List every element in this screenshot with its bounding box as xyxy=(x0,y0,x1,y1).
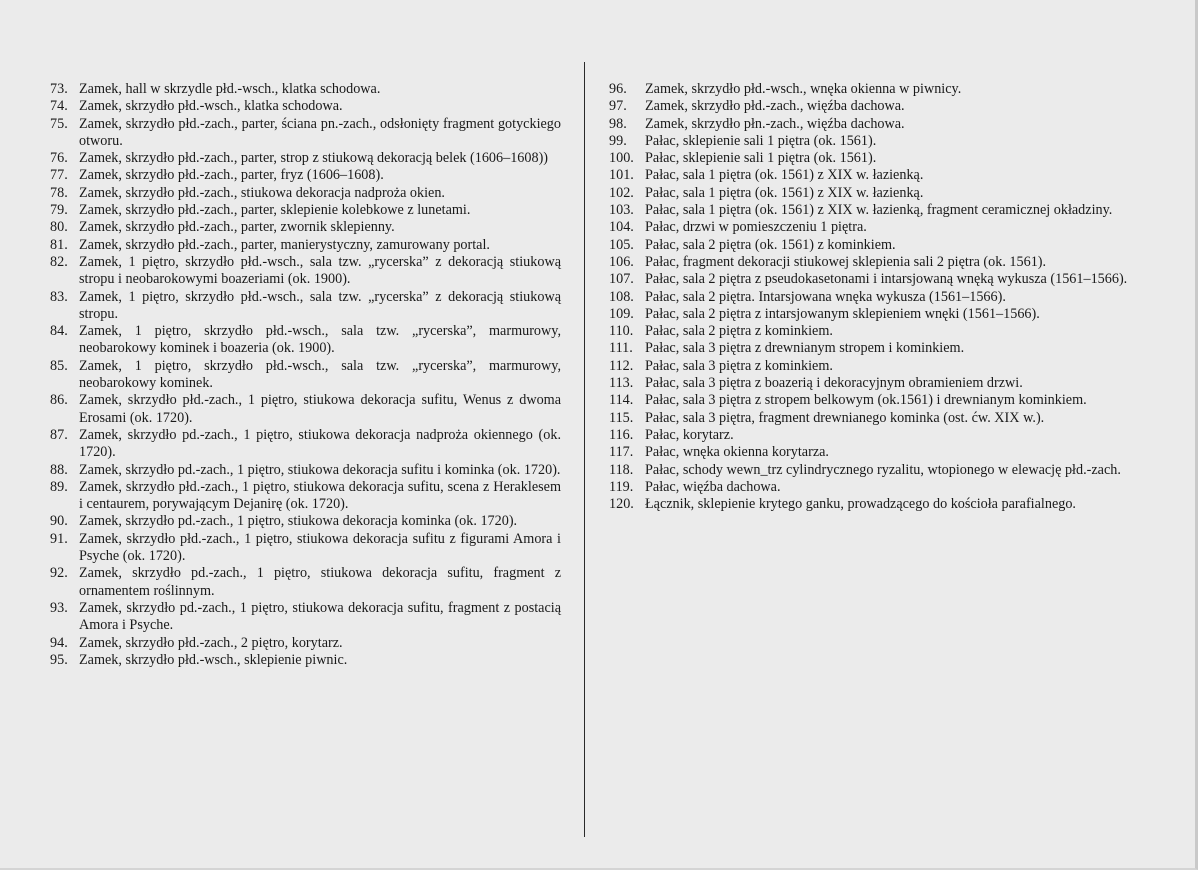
entry-text: Pałac, więźba dachowa. xyxy=(645,478,781,495)
entry-text: Pałac, sklepienie sali 1 piętra (ok. 1561). xyxy=(645,132,877,149)
caption-entry xyxy=(609,392,1142,409)
entry-text: Pałac, schody wewn_trz cylindrycznego ryzalitu, wtopionego w elewację płd.-zach. xyxy=(645,461,1121,478)
entry-number: 106. xyxy=(609,253,634,270)
entry-number: 79. xyxy=(50,202,68,219)
entry-text: Zamek, 1 piętro, skrzydło płd.-wsch., sala tzw. „rycerska”, marmurowy, neobarokowy kominek. xyxy=(79,357,561,392)
entry-number: 114. xyxy=(609,392,634,409)
caption-entry xyxy=(50,202,561,219)
caption-entry xyxy=(50,358,561,393)
caption-entry xyxy=(50,462,561,479)
entry-number: 84. xyxy=(50,323,68,340)
caption-entry xyxy=(609,306,1142,323)
entry-number: 118. xyxy=(609,461,634,478)
entry-text: Zamek, skrzydło płn.-zach., więźba dachowa. xyxy=(645,115,905,132)
caption-entry xyxy=(609,150,1142,167)
caption-entry xyxy=(609,479,1142,496)
entry-text: Pałac, fragment dekoracji stiukowej sklepienia sali 2 piętra (ok. 1561). xyxy=(645,253,1047,270)
caption-entry xyxy=(609,185,1142,202)
caption-entry xyxy=(50,98,561,115)
caption-entry xyxy=(50,254,561,289)
left-column xyxy=(50,81,561,669)
entry-text: Łącznik, sklepienie krytego ganku, prowadzącego do kościoła parafialnego. xyxy=(645,496,1076,513)
entry-text: Pałac, sala 3 piętra z drewnianym stropem i kominkiem. xyxy=(645,340,965,357)
caption-entry xyxy=(609,462,1142,479)
entry-text: Pałac, sala 3 piętra, fragment drewnianego kominka (ost. ćw. XIX w.). xyxy=(645,409,1045,426)
caption-entry xyxy=(50,289,561,324)
entry-number: 105. xyxy=(609,236,634,253)
entry-number: 117. xyxy=(609,444,634,461)
entry-number: 74. xyxy=(50,98,68,115)
entry-text: Pałac, sala 2 piętra z kominkiem. xyxy=(645,323,833,340)
entry-text: Pałac, sala 2 piętra (ok. 1561) z kominkiem. xyxy=(645,236,896,253)
entry-number: 115. xyxy=(609,409,634,426)
caption-entry xyxy=(609,271,1142,288)
entry-number: 78. xyxy=(50,184,68,201)
caption-entry xyxy=(609,375,1142,392)
entry-number: 83. xyxy=(50,288,68,305)
entry-text: Pałac, sala 3 piętra z boazerią i dekoracyjnym obramieniem drzwi. xyxy=(645,375,1023,392)
caption-entry xyxy=(50,531,561,566)
caption-entry xyxy=(609,133,1142,150)
entry-number: 85. xyxy=(50,357,68,374)
entry-number: 90. xyxy=(50,513,68,530)
caption-entry xyxy=(609,237,1142,254)
caption-entry xyxy=(50,600,561,635)
caption-entry xyxy=(50,237,561,254)
entry-number: 96. xyxy=(609,81,627,97)
caption-entry xyxy=(50,565,561,600)
entry-text: Zamek, 1 piętro, skrzydło płd.-wsch., sala tzw. „rycerska” z dekoracją stiukową stropu. xyxy=(79,288,561,322)
caption-entry xyxy=(50,427,561,462)
entry-text: Pałac, sala 1 piętra (ok. 1561) z XIX w. łazienką. xyxy=(645,184,924,201)
caption-entry xyxy=(609,167,1142,184)
entry-text: Pałac, sala 2 piętra z intarsjowanym sklepieniem wnęki (1561–1566). xyxy=(645,305,1040,322)
entry-number: 81. xyxy=(50,236,68,253)
caption-entry xyxy=(609,254,1142,271)
entry-text: Zamek, skrzydło pd.-zach., 1 piętro, stiukowa dekoracja sufitu, fragment z ornamentem roślinnym. xyxy=(79,565,561,599)
caption-entry xyxy=(50,392,561,427)
entry-text: Pałac, sala 1 piętra (ok. 1561) z XIX w. łazienką. xyxy=(645,167,924,184)
entry-number: 94. xyxy=(50,634,68,651)
caption-entry xyxy=(50,513,561,530)
caption-entry xyxy=(609,98,1142,115)
caption-entry xyxy=(609,340,1142,357)
entry-text: Zamek, 1 piętro, skrzydło płd.-wsch., sala tzw. „rycerska” z dekoracją stiukową stropu i neobarokowymi boazeriami (ok. 1900). xyxy=(79,253,561,288)
entry-number: 112. xyxy=(609,357,634,374)
entry-number: 108. xyxy=(609,288,634,305)
entry-text: Pałac, drzwi w pomieszczeniu 1 piętra. xyxy=(645,219,867,236)
caption-entry xyxy=(50,81,561,98)
entry-text: Pałac, sala 1 piętra (ok. 1561) z XIX w. łazienką, fragment ceramicznej okładziny. xyxy=(645,202,1113,219)
caption-entry xyxy=(609,116,1142,133)
entry-number: 86. xyxy=(50,392,68,409)
caption-entry xyxy=(50,150,561,167)
entry-text: Zamek, skrzydło płd.-zach., parter, ściana pn.-zach., odsłonięty fragment gotyckiego otworu. xyxy=(79,115,561,149)
entry-number: 109. xyxy=(609,305,634,322)
entry-text: Zamek, skrzydło płd.-zach., stiukowa dekoracja nadproża okien. xyxy=(79,184,445,201)
entry-number: 97. xyxy=(609,98,627,115)
right-column xyxy=(609,81,1142,513)
entry-number: 98. xyxy=(609,115,627,132)
caption-entry xyxy=(609,410,1142,427)
entry-number: 119. xyxy=(609,478,634,495)
entry-text: Pałac, korytarz. xyxy=(645,426,734,443)
entry-number: 80. xyxy=(50,219,68,236)
entry-text: Zamek, skrzydło pd.-zach., 1 piętro, stiukowa dekoracja kominka (ok. 1720). xyxy=(79,513,518,530)
entry-text: Zamek, hall w skrzydle płd.-wsch., klatka schodowa. xyxy=(79,81,381,97)
entry-number: 87. xyxy=(50,426,68,443)
entry-text: Zamek, skrzydło płd.-zach., 2 piętro, korytarz. xyxy=(79,634,343,651)
caption-entry xyxy=(609,358,1142,375)
entry-text: Zamek, skrzydło płd.-zach., 1 piętro, stiukowa dekoracja sufitu, scena z Heraklesem i centaurem, porywającym Dejanirę (ok. 1720). xyxy=(79,478,561,513)
entry-number: 77. xyxy=(50,167,68,184)
entry-text: Pałac, sala 2 piętra z pseudokasetonami i intarsjowaną wnęką wykusza (1561–1566). xyxy=(645,271,1128,288)
caption-entry xyxy=(50,652,561,669)
entry-number: 89. xyxy=(50,478,68,495)
entry-text: Zamek, skrzydło płd.-zach., parter, strop z stiukową dekoracją belek (1606–1608)) xyxy=(79,150,549,167)
entry-number: 102. xyxy=(609,184,634,201)
entry-number: 103. xyxy=(609,202,634,219)
entry-text: Zamek, skrzydło płd.-zach., parter, sklepienie kolebkowe z lunetami. xyxy=(79,202,471,219)
entry-number: 110. xyxy=(609,323,634,340)
entry-number: 101. xyxy=(609,167,634,184)
entry-number: 104. xyxy=(609,219,634,236)
entry-number: 100. xyxy=(609,150,634,167)
entry-text: Zamek, skrzydło płd.-zach., 1 piętro, stiukowa dekoracja sufitu, Wenus z dwoma Erosami (ok. 1720). xyxy=(79,392,561,426)
entry-number: 99. xyxy=(609,132,627,149)
entry-text: Zamek, skrzydło płd.-zach., więźba dachowa. xyxy=(645,98,905,115)
caption-entry xyxy=(50,185,561,202)
caption-entry xyxy=(609,496,1142,513)
entry-number: 120. xyxy=(609,496,634,513)
entry-text: Zamek, skrzydło pd.-zach., 1 piętro, stiukowa dekoracja sufitu i kominka (ok. 1720). xyxy=(79,461,561,478)
entry-text: Zamek, skrzydło płd.-wsch., sklepienie piwnic. xyxy=(79,651,348,668)
entry-text: Zamek, skrzydło płd.-zach., parter, fryz (1606–1608). xyxy=(79,167,384,184)
caption-entry xyxy=(609,202,1142,219)
entry-text: Zamek, 1 piętro, skrzydło płd.-wsch., sala tzw. „rycerska”, marmurowy, neobarokowy kominek i boazeria (ok. 1900). xyxy=(79,323,561,357)
entry-number: 95. xyxy=(50,651,68,668)
caption-entry xyxy=(50,167,561,184)
entry-text: Pałac, wnęka okienna korytarza. xyxy=(645,444,829,461)
entry-text: Pałac, sala 3 piętra z kominkiem. xyxy=(645,357,833,374)
entry-text: Pałac, sala 3 piętra z stropem belkowym (ok.1561) i drewnianym kominkiem. xyxy=(645,392,1087,409)
caption-entry xyxy=(50,635,561,652)
entry-number: 91. xyxy=(50,530,68,547)
caption-entry xyxy=(609,219,1142,236)
entry-number: 82. xyxy=(50,253,68,270)
entry-number: 92. xyxy=(50,565,68,582)
caption-entry xyxy=(50,116,561,151)
column-divider xyxy=(584,62,585,837)
caption-entry xyxy=(609,81,1142,98)
entry-text: Zamek, skrzydło płd.-zach., 1 piętro, stiukowa dekoracja sufitu z figurami Amora i Psyche (ok. 1720). xyxy=(79,530,561,565)
caption-entry xyxy=(609,427,1142,444)
entry-text: Pałac, sklepienie sali 1 piętra (ok. 1561). xyxy=(645,150,877,167)
entry-number: 113. xyxy=(609,375,634,392)
caption-entry xyxy=(609,289,1142,306)
entry-number: 75. xyxy=(50,115,68,132)
entry-text: Zamek, skrzydło płd.-zach., parter, manierystyczny, zamurowany portal. xyxy=(79,236,490,253)
caption-entry xyxy=(609,323,1142,340)
entry-text: Pałac, sala 2 piętra. Intarsjowana wnęka wykusza (1561–1566). xyxy=(645,288,1006,305)
caption-entry xyxy=(50,219,561,236)
entry-text: Zamek, skrzydło pd.-zach., 1 piętro, stiukowa dekoracja sufitu, fragment z postacią Amora i Psyche. xyxy=(79,599,561,634)
entry-text: Zamek, skrzydło płd.-wsch., klatka schodowa. xyxy=(79,98,343,115)
entry-number: 116. xyxy=(609,426,634,443)
entry-text: Zamek, skrzydło pd.-zach., 1 piętro, stiukowa dekoracja nadproża okiennego (ok. 1720). xyxy=(79,426,561,461)
caption-entry xyxy=(50,479,561,514)
entry-number: 93. xyxy=(50,599,68,616)
entry-number: 88. xyxy=(50,461,68,478)
entry-number: 107. xyxy=(609,271,634,288)
entry-text: Zamek, skrzydło płd.-wsch., wnęka okienna w piwnicy. xyxy=(645,81,962,97)
caption-entry xyxy=(50,323,561,358)
entry-number: 73. xyxy=(50,81,68,97)
caption-entry xyxy=(609,444,1142,461)
entry-number: 111. xyxy=(609,340,633,357)
entry-number: 76. xyxy=(50,150,68,167)
entry-text: Zamek, skrzydło płd.-zach., parter, zwornik sklepienny. xyxy=(79,219,395,236)
